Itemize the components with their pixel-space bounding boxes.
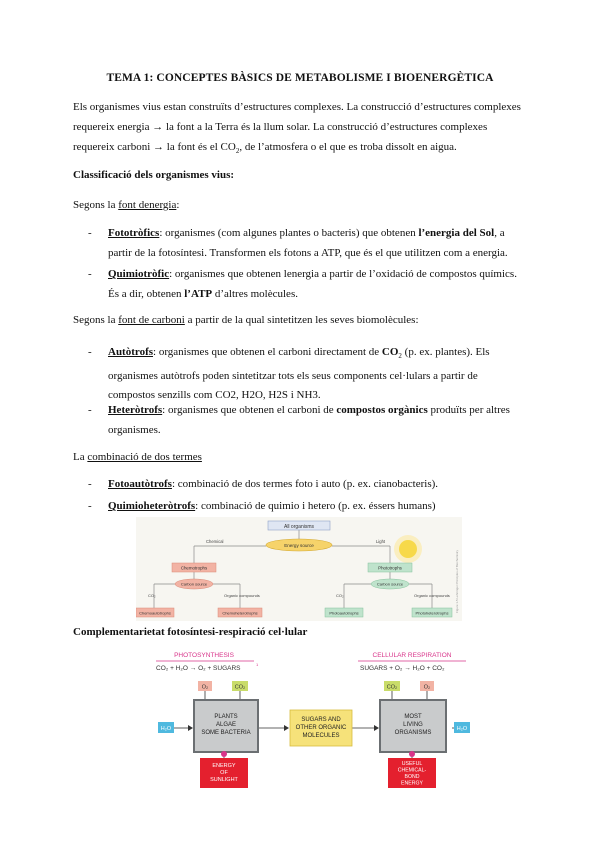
heterotrophs-item: [108, 401, 529, 440]
o2-left-label: O₂: [201, 684, 209, 691]
organic-right-label: Organic compounds: [414, 593, 450, 598]
bullet-dash: -: [88, 268, 92, 280]
carbon-source-right-label: Carbon source: [376, 581, 404, 587]
intro-line-1: Els organismes vius estan construïts d’estructures complexes. La construcció d’estructures complexes: [73, 101, 521, 113]
figure-credit: Figure 1-5 Lehninger Principles of Biochemistry: [455, 549, 459, 613]
chemotrophs-line-1: [108, 265, 529, 285]
chemotrophs-line-2: [108, 285, 529, 305]
complementarity-figure: [140, 648, 478, 788]
intro-line-3: [73, 137, 529, 161]
chemotrophs-term: Quimiotròfic: [108, 268, 170, 280]
photoautotrophs-term: Fotoautòtrofs: [108, 478, 172, 490]
photoautotrophs-item: [108, 475, 529, 495]
complementarity-heading: Complementarietat fotosíntesi-respiració cel·lular: [73, 626, 308, 638]
energy-source-line: [73, 199, 179, 211]
combination-prefix: La: [73, 451, 88, 463]
energy-source-label: Energy source: [284, 543, 314, 548]
useful-line-3: BOND: [404, 774, 420, 780]
sugars-line-2: OTHER ORGANIC: [295, 725, 347, 731]
living-dot: [409, 751, 415, 757]
living-line-2: LIVING: [403, 722, 423, 728]
bullet-dash: -: [88, 404, 92, 416]
heterotrophs-line-1: [108, 401, 529, 421]
autotrophs-line-1: [108, 343, 529, 367]
chemotrophs-text-2b: d’altres molècules.: [212, 287, 298, 300]
all-organisms-label: All organisms: [283, 524, 315, 530]
autotrophs-line-3: compostos senzills com CO2, H2O, H2S i NH3.: [108, 389, 321, 402]
sunlight-line-3: SUNLIGHT: [210, 777, 238, 783]
phototrophs-term: Fototròfics: [108, 227, 160, 239]
chemoheterotrophs-item: [108, 497, 529, 517]
chemoheterotrophs-term: Quimioheteròtrofs: [108, 500, 196, 512]
photosynthesis-label: PHOTOSYNTHESIS: [174, 652, 234, 659]
h2o-right-label: H₂O: [456, 726, 468, 732]
photoheterotrophs-label: Photoheterotrophs: [415, 610, 449, 616]
combination-line: [73, 451, 202, 463]
intro-line-3-b: , de l’atmosfera o el que es troba dissolt en aigua.: [239, 141, 457, 153]
energy-suffix: :: [176, 199, 180, 211]
heterotrophs-bold: compostos orgànics: [336, 404, 428, 416]
phototrophs-bold: l’energia del Sol: [418, 227, 495, 239]
organic-left-label: Organic compounds: [224, 593, 260, 598]
living-line-1: MOST: [404, 714, 422, 720]
energy-term: font denergia: [118, 199, 177, 211]
co2-left-label: CO₂: [148, 593, 156, 598]
autotrophs-item: [108, 343, 529, 406]
sugars-line-3: MOLECULES: [302, 733, 340, 739]
carbon-source-left-label: Carbon source: [180, 581, 208, 587]
heterotrophs-term: Heteròtrofs: [108, 404, 163, 416]
autotrophs-text-2: (p. ex. plantes). Els: [401, 346, 490, 358]
autotrophs-term: Autòtrofs: [108, 346, 154, 358]
autotrophs-line-2: organismes autòtrofs poden sintetitzar tots els seus components cel·lulars a partir de: [108, 369, 478, 382]
plants-line-3: SOME BACTERIA: [201, 730, 251, 736]
useful-line-1: USEFUL: [401, 761, 423, 767]
bullet-dash: -: [88, 346, 92, 358]
chemotrophs-item: [108, 265, 529, 304]
carbon-suffix: a partir de la qual sintetitzen les seves biomolècules:: [184, 314, 419, 326]
phototrophs-label: Phototrophs: [378, 565, 402, 571]
chemoautotrophs-label: Chemoautotrophs: [139, 610, 171, 616]
intro-line-2: requereix energia → la font a la Terra és la llum solar. La construcció d’estructures complexes: [73, 121, 488, 133]
chemotrophs-text-1: : organismes que obtenen lenergia a partir de l’oxidació de compostos químics.: [169, 268, 517, 280]
o2-right-label: O₂: [423, 684, 431, 691]
chemical-label: Chemical: [206, 539, 224, 544]
combination-term: combinació de dos termes: [87, 451, 202, 463]
intro-line-3-sub: 2: [235, 147, 240, 156]
co2-left-label: CO₂: [234, 684, 246, 691]
sunlight-line-2: OF: [220, 770, 228, 776]
h2o-left-label: H₂O: [160, 726, 172, 732]
photoautotrophs-label: Photoautotrophs: [329, 610, 359, 616]
phototrophs-line-2: partir de la fotosíntesi. Transformen els fotons a ATP, que és el que utilitzen com a energia.: [108, 246, 508, 259]
autotrophs-text-1: : organismes que obtenen el carboni directament de: [153, 346, 382, 358]
chemoheterotrophs-label: Chemoheterotrophs: [222, 610, 258, 616]
sun-icon: [399, 540, 417, 558]
chemotrophs-bold: l’ATP: [184, 287, 213, 300]
classification-figure: [136, 517, 462, 621]
light-label: Light: [376, 539, 386, 544]
chemotrophs-text-2a: És a dir, obtenen: [108, 287, 185, 300]
plants-line-1: PLANTS: [214, 714, 238, 720]
living-line-3: ORGANISMS: [394, 730, 432, 736]
heterotrophs-text-2: produïts per altres: [427, 404, 510, 416]
carbon-source-line: [73, 314, 419, 326]
arrowhead-icon: [284, 725, 289, 731]
energy-prefix: Segons la: [73, 199, 119, 211]
heterotrophs-line-2: organismes.: [108, 423, 161, 436]
intro-paragraph: [73, 97, 529, 161]
phototrophs-line-1: [108, 224, 529, 244]
photoautotrophs-text: : combinació de dos termes foto i auto (p. ex. cianobacteris).: [171, 478, 439, 490]
photosynthesis-mark: 1: [256, 662, 259, 667]
arrowhead-icon: [374, 725, 379, 731]
plants-line-2: ALGAE: [215, 722, 237, 728]
sugars-line-1: SUGARS AND: [301, 717, 341, 723]
carbon-prefix: Segons la: [73, 314, 119, 326]
bullet-dash: -: [88, 478, 92, 490]
phototrophs-text-1: : organismes (com algunes plantes o bacteris) que obtenen: [159, 227, 419, 239]
useful-line-2: CHEMICAL-: [397, 767, 427, 774]
classification-heading: Classificació dels organismes vius:: [73, 169, 235, 181]
sunlight-line-1: ENERGY: [212, 763, 236, 769]
co2-right-label: CO₂: [336, 593, 344, 598]
intro-line-3-a: requereix carboni → la font és el CO: [73, 141, 236, 153]
useful-line-4: ENERGY: [401, 780, 423, 787]
respiration-equation: SUGARS + O₂ → H₂O + CO₂: [360, 665, 445, 672]
autotrophs-sub: 2: [398, 352, 402, 361]
arrowhead-icon: [188, 725, 193, 731]
phototrophs-item: [108, 224, 529, 263]
autotrophs-bold: CO: [381, 346, 399, 358]
heterotrophs-text-1: : organismes que obtenen el carboni de: [162, 404, 337, 416]
photosynthesis-equation: CO₂ + H₂O → O₂ + SUGARS: [156, 665, 241, 672]
bullet-dash: -: [88, 227, 92, 239]
phototrophs-text-2: , a: [494, 227, 505, 239]
plants-dot: [221, 751, 227, 757]
respiration-label: CELLULAR RESPIRATION: [372, 652, 452, 659]
page-title: TEMA 1: CONCEPTES BÀSICS DE METABOLISME I BIOENERGÈTICA: [106, 72, 494, 84]
co2-right-label: CO₂: [386, 684, 398, 691]
bullet-dash: -: [88, 500, 92, 512]
chemoheterotrophs-text: : combinació de quimio i hetero (p. ex. éssers humans): [195, 500, 436, 512]
carbon-term: font de carboni: [118, 314, 185, 326]
chemotrophs-label: Chemotrophs: [180, 565, 208, 571]
